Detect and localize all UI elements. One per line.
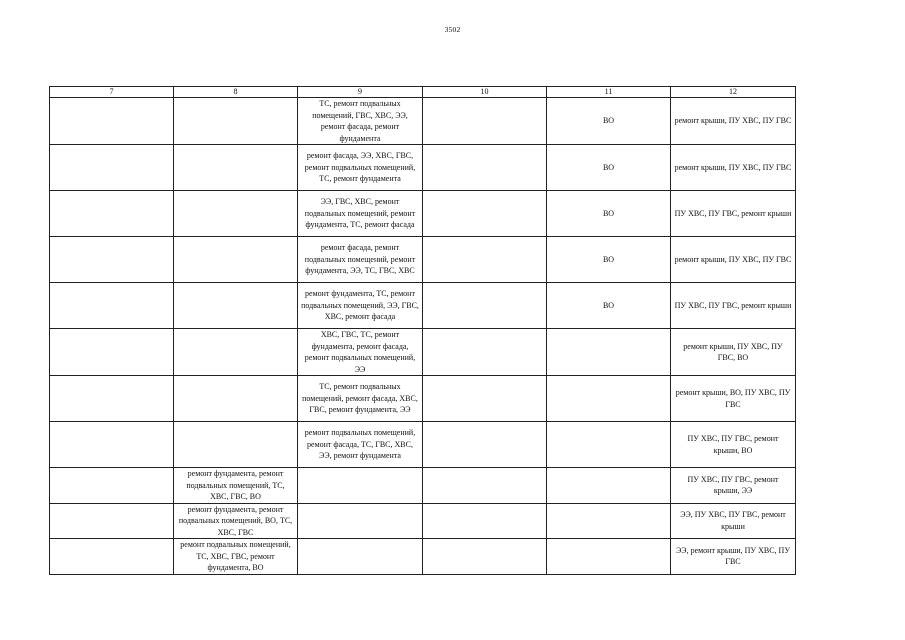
table-row <box>50 468 796 504</box>
cell-col10 <box>423 468 547 504</box>
cell-col12: ПУ ХВС, ПУ ГВС, ремонт крыши <box>671 191 796 237</box>
cell-col7 <box>50 98 174 145</box>
cell-col8 <box>174 191 298 237</box>
cell-col7 <box>50 145 174 191</box>
cell-col12: ремонт крыши, ВО, ПУ ХВС, ПУ ГВС <box>671 376 796 422</box>
cell-col9: ремонт фундамента, ТС, ремонт подвальных помещений, ЭЭ, ГВС, ХВС, ремонт фасада <box>298 283 423 329</box>
cell-col11 <box>547 376 671 422</box>
cell-col11 <box>547 329 671 376</box>
cell-col9: ЭЭ, ГВС, ХВС, ремонт подвальных помещений, ремонт фундамента, ТС, ремонт фасада <box>298 191 423 237</box>
column-header-7: 7 <box>50 87 174 98</box>
cell-col10 <box>423 503 547 539</box>
cell-col9: ремонт фасада, ЭЭ, ХВС, ГВС, ремонт подвальных помещений, ТС, ремонт фундамента <box>298 145 423 191</box>
cell-col11: ВО <box>547 191 671 237</box>
cell-col8: ремонт подвальных помещений, ТС, ХВС, ГВС, ремонт фундамента, ВО <box>174 539 298 575</box>
cell-col9 <box>298 468 423 504</box>
table-row <box>50 283 796 329</box>
table-row <box>50 422 796 468</box>
cell-col7 <box>50 283 174 329</box>
cell-col11: ВО <box>547 145 671 191</box>
cell-col9: ХВС, ГВС, ТС, ремонт фундамента, ремонт фасада, ремонт подвальных помещений, ЭЭ <box>298 329 423 376</box>
page-number: 3502 <box>444 25 461 34</box>
cell-col8 <box>174 283 298 329</box>
cell-col9 <box>298 503 423 539</box>
cell-col7 <box>50 237 174 283</box>
table-row <box>50 98 796 145</box>
table-row <box>50 145 796 191</box>
cell-col10 <box>423 329 547 376</box>
cell-col7 <box>50 539 174 575</box>
cell-col10 <box>423 98 547 145</box>
cell-col11 <box>547 422 671 468</box>
cell-col10 <box>423 539 547 575</box>
cell-col7 <box>50 503 174 539</box>
table-row <box>50 503 796 539</box>
cell-col7 <box>50 191 174 237</box>
cell-col12: ЭЭ, ремонт крыши, ПУ ХВС, ПУ ГВС <box>671 539 796 575</box>
cell-col10 <box>423 145 547 191</box>
cell-col11: ВО <box>547 283 671 329</box>
table-row <box>50 191 796 237</box>
cell-col12: ПУ ХВС, ПУ ГВС, ремонт крыши, ВО <box>671 422 796 468</box>
cell-col10 <box>423 283 547 329</box>
cell-col12: ЭЭ, ПУ ХВС, ПУ ГВС, ремонт крыши <box>671 503 796 539</box>
cell-col8 <box>174 376 298 422</box>
column-header-12: 12 <box>671 87 796 98</box>
cell-col8 <box>174 98 298 145</box>
cell-col12: ПУ ХВС, ПУ ГВС, ремонт крыши <box>671 283 796 329</box>
cell-col10 <box>423 191 547 237</box>
column-header-10: 10 <box>423 87 547 98</box>
cell-col8 <box>174 237 298 283</box>
column-header-11: 11 <box>547 87 671 98</box>
cell-col10 <box>423 422 547 468</box>
cell-col11 <box>547 503 671 539</box>
cell-col8 <box>174 145 298 191</box>
cell-col12: ремонт крыши, ПУ ХВС, ПУ ГВС <box>671 237 796 283</box>
works-table <box>49 86 796 575</box>
cell-col12: ПУ ХВС, ПУ ГВС, ремонт крыши, ЭЭ <box>671 468 796 504</box>
header-row <box>50 87 796 98</box>
column-header-8: 8 <box>174 87 298 98</box>
cell-col11: ВО <box>547 98 671 145</box>
table-row <box>50 539 796 575</box>
cell-col8 <box>174 422 298 468</box>
cell-col8: ремонт фундамента, ремонт подвальных помещений, ВО, ТС, ХВС, ГВС <box>174 503 298 539</box>
cell-col7 <box>50 422 174 468</box>
cell-col9: ТС, ремонт подвальных помещений, ГВС, ХВС, ЭЭ, ремонт фасада, ремонт фундамента <box>298 98 423 145</box>
table-row <box>50 237 796 283</box>
cell-col11 <box>547 468 671 504</box>
cell-col9: ремонт фасада, ремонт подвальных помещений, ремонт фундамента, ЭЭ, ТС, ГВС, ХВС <box>298 237 423 283</box>
cell-col12: ремонт крыши, ПУ ХВС, ПУ ГВС <box>671 145 796 191</box>
cell-col7 <box>50 329 174 376</box>
cell-col9 <box>298 539 423 575</box>
cell-col9: ТС, ремонт подвальных помещений, ремонт фасада, ХВС, ГВС, ремонт фундамента, ЭЭ <box>298 376 423 422</box>
cell-col12: ремонт крыши, ПУ ХВС, ПУ ГВС, ВО <box>671 329 796 376</box>
cell-col9: ремонт подвальных помещений, ремонт фасада, ТС, ГВС, ХВС, ЭЭ, ремонт фундамента <box>298 422 423 468</box>
cell-col7 <box>50 468 174 504</box>
table-row <box>50 376 796 422</box>
cell-col12: ремонт крыши, ПУ ХВС, ПУ ГВС <box>671 98 796 145</box>
cell-col10 <box>423 376 547 422</box>
cell-col11 <box>547 539 671 575</box>
table-row <box>50 329 796 376</box>
cell-col8: ремонт фундамента, ремонт подвальных помещений, ТС, ХВС, ГВС, ВО <box>174 468 298 504</box>
column-header-9: 9 <box>298 87 423 98</box>
cell-col10 <box>423 237 547 283</box>
cell-col7 <box>50 376 174 422</box>
cell-col11: ВО <box>547 237 671 283</box>
cell-col8 <box>174 329 298 376</box>
